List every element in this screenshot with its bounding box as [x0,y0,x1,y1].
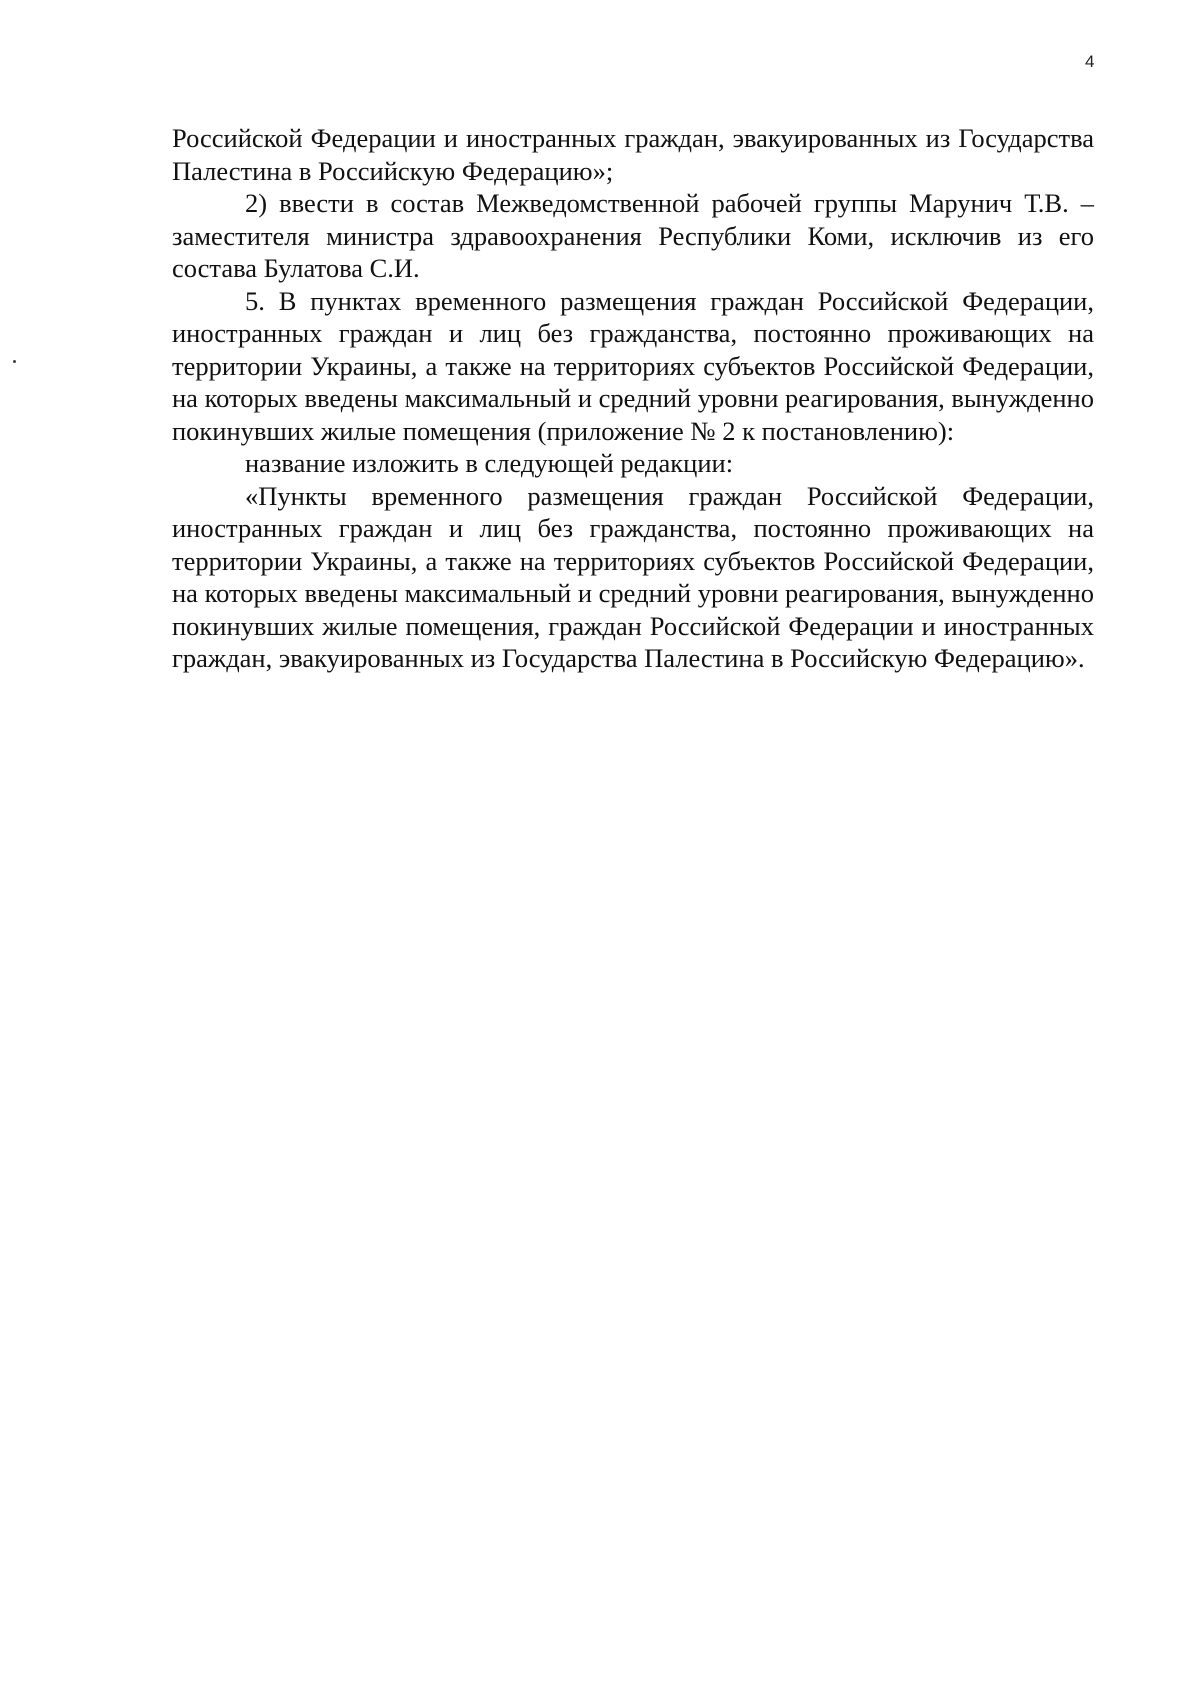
paragraph-item-5: 5. В пунктах временного размещения граждан Российской Федерации, иностранных граждан и лиц без гражданства, постоянно проживающих на территории Украины, а также на территориях субъектов Российской Федерации, на которых введены максимальный и средний уровни реагирования, вынужденно покинувших жилые помещения (приложение № 2 к постановлению): [172,285,1094,446]
page-number: 4 [1085,52,1095,71]
paragraph-instruction: название изложить в следующей редакции: [245,448,734,478]
paragraph-new-title: «Пункты временного размещения граждан Российской Федерации, иностранных граждан и лиц без гражданства, постоянно проживающих на территории Украины, а также на территориях субъектов Российской Федерации, на которых введены максимальный и средний уровни реагирования, вынужденно покинувших жилые помещения, граждан Российской Федерации и иностранных граждан, эвакуированных из Государства Палестина в Российскую Федерацию». [172,480,1094,673]
scan-artifact-dot [13,360,16,363]
paragraph-continuation: Российской Федерации и иностранных граждан, эвакуированных из Государства Палестина в Российскую Федерацию»; [172,123,1094,186]
document-body [172,122,1094,675]
paragraph-item-2: 2) ввести в состав Межведомственной рабочей группы Марунич Т.В. – заместителя министра здравоохранения Республики Коми, исключив из его состава Булатова С.И. [172,188,1094,283]
